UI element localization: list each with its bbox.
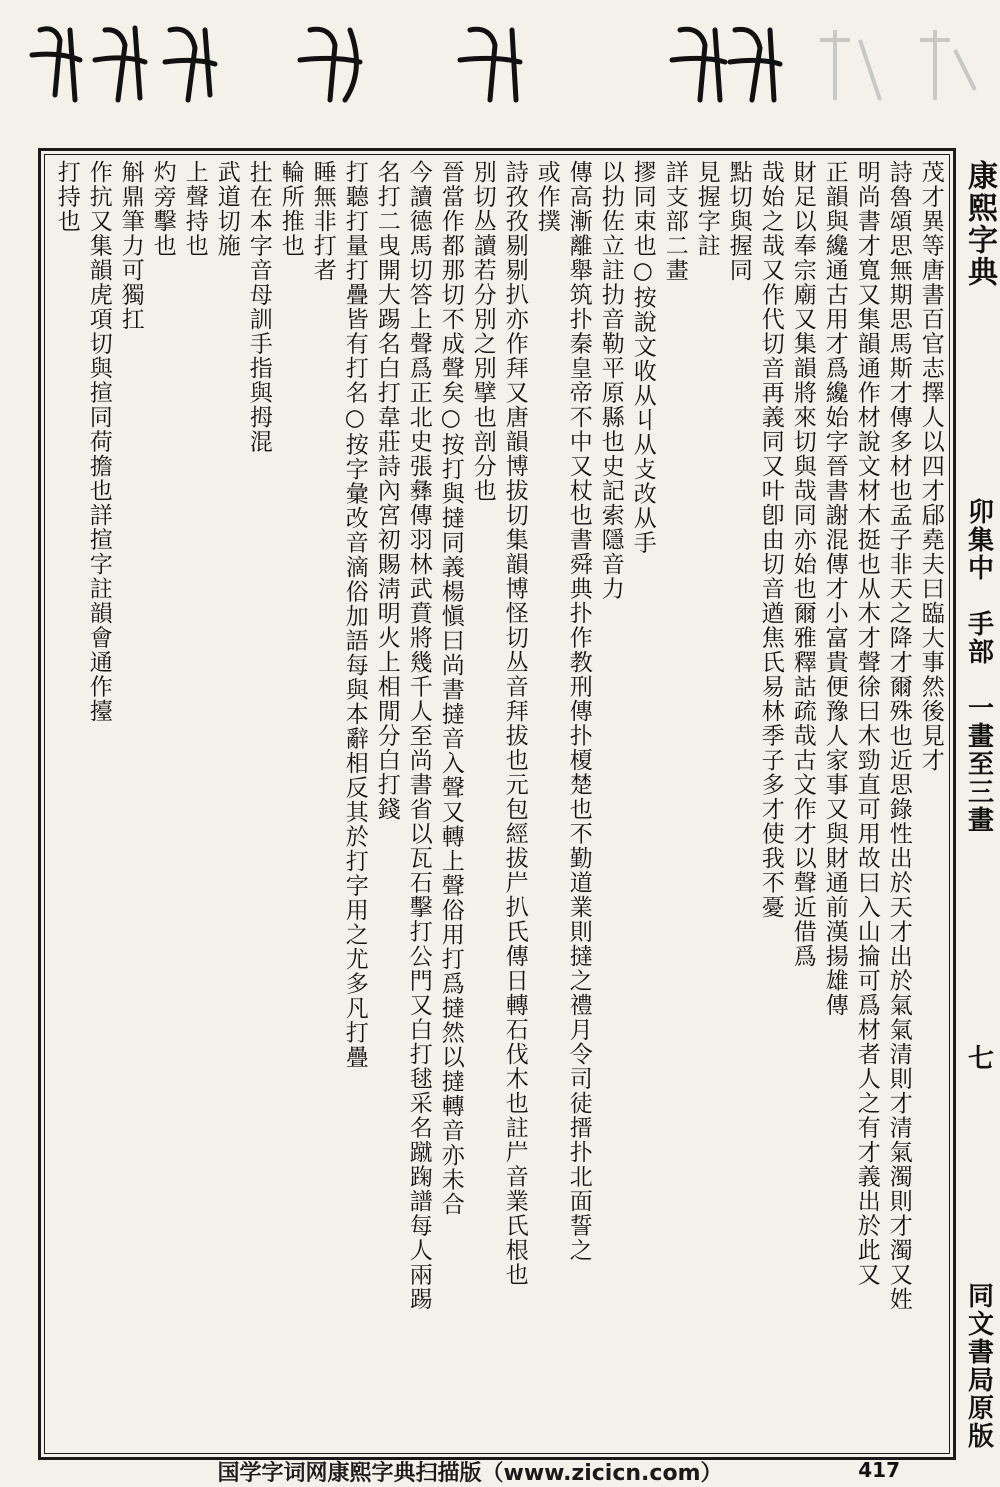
text-column: 晉當作都那切不成聲矣○按打與撻同義楊愼曰尚書撻音入聲又轉上聲俗用打爲撻然以撻轉音亦未合 bbox=[437, 160, 464, 1217]
margin-title bbox=[962, 160, 996, 1450]
page-number: 417 bbox=[858, 1458, 900, 1482]
dictionary-title: 康熙字典 bbox=[962, 160, 997, 288]
text-column: 名打二曳開大踢名白打韋莊詩內宮初賜淸明火上相閒分白打錢 bbox=[373, 160, 400, 822]
seal-script-strip bbox=[0, 0, 1000, 140]
text-column: 打持也 bbox=[53, 160, 80, 234]
text-column: 詩魯頌思無期思馬斯才傳多材也孟子非天之降才爾殊也近思錄性出於天才出於氣氣清則才清氣濁則才濁又姓 bbox=[885, 160, 912, 1312]
text-column: 哉始之哉又作代切音再義同又叶卽由切音遒焦氏易林季子多才使我不憂 bbox=[757, 160, 784, 920]
text-column: 傳高漸離舉筑扑秦皇帝不中又杖也書舜典扑作教刑傳扑榎楚也不勤道業則撻之禮月令司徒搢扑北面誓之 bbox=[565, 160, 592, 1263]
page-label: 七 bbox=[963, 1044, 994, 1072]
text-column: 打聽打量打疊皆有打名○按字彙改音滴俗加語每與本辭相反其於打字用之尤多凡打疊 bbox=[341, 160, 368, 1070]
seal-script-glyphs bbox=[0, 0, 1000, 140]
footer-watermark: 国学字词网康熙字典扫描版（www.zicicn.com） bbox=[217, 1461, 723, 1486]
text-column: 武道切施 bbox=[213, 160, 240, 258]
text-column: 灼旁擊也 bbox=[149, 160, 176, 258]
text-column: 以扐佐立註扐音勒平原縣也史記索隱音力 bbox=[597, 160, 624, 601]
text-column: 正韻與纔通古用才爲纔始字晉書謝混傳才小富貴便豫人家事又與財通前漢揚雄傳 bbox=[821, 160, 848, 1018]
text-column: 上聲持也 bbox=[181, 160, 208, 258]
text-column: 詳支部二畫 bbox=[661, 160, 688, 283]
text-column: 或作撲 bbox=[533, 160, 560, 234]
text-column: 輪所推也 bbox=[277, 160, 304, 258]
publisher-label: 同文書局原版 bbox=[963, 1282, 994, 1450]
text-column: 財足以奉宗廟又集韻將來切與哉同亦始也爾雅釋詁疏哉古文作才以聲近借爲 bbox=[789, 160, 816, 969]
section-label: 卯集中 手部 一畫至三畫 bbox=[963, 498, 994, 834]
text-column: 扗在本字音母訓手指與拇混 bbox=[245, 160, 272, 454]
text-column: 摎同束也○按說文收从丩从攴改从手 bbox=[629, 160, 656, 555]
text-column: 見握字註 bbox=[693, 160, 720, 258]
footer bbox=[0, 1458, 1000, 1486]
text-column: 睡無非打者 bbox=[309, 160, 336, 283]
text-column: 作抗又集韻虎項切與揎同荷擔也詳揎字註韻會通作擡 bbox=[85, 160, 112, 724]
text-column: 茂才異等唐書百官志擇人以四才郈堯夫曰臨大事然後見才 bbox=[917, 160, 944, 773]
text-column: 別切丛讀若分別之別擘也剖分也 bbox=[469, 160, 496, 503]
text-column: 詩孜孜剔剔扒亦作拜又唐韻博拔切集韻博怪切丛音拜拔也元包經拔屵扒氏傳日轉石伐木也註屵音業氏根也 bbox=[501, 160, 528, 1287]
text-column: 明尚書才寬又集韻通作材說文材木挺也从木才聲徐曰木勁直可用故曰入山掄可爲材者人之有才義出於此又 bbox=[853, 160, 880, 1287]
text-column: 斛鼎筆力可獨扛 bbox=[117, 160, 144, 332]
text-column: 今讀德馬切答上聲爲正北史張彝傳羽林武賁將幾千人至尚書省以瓦石擊打公門又白打毬采名蹴踘譜每人兩踢 bbox=[405, 160, 432, 1312]
text-column: 點切與握同 bbox=[725, 160, 752, 283]
dictionary-columns bbox=[50, 160, 946, 1450]
